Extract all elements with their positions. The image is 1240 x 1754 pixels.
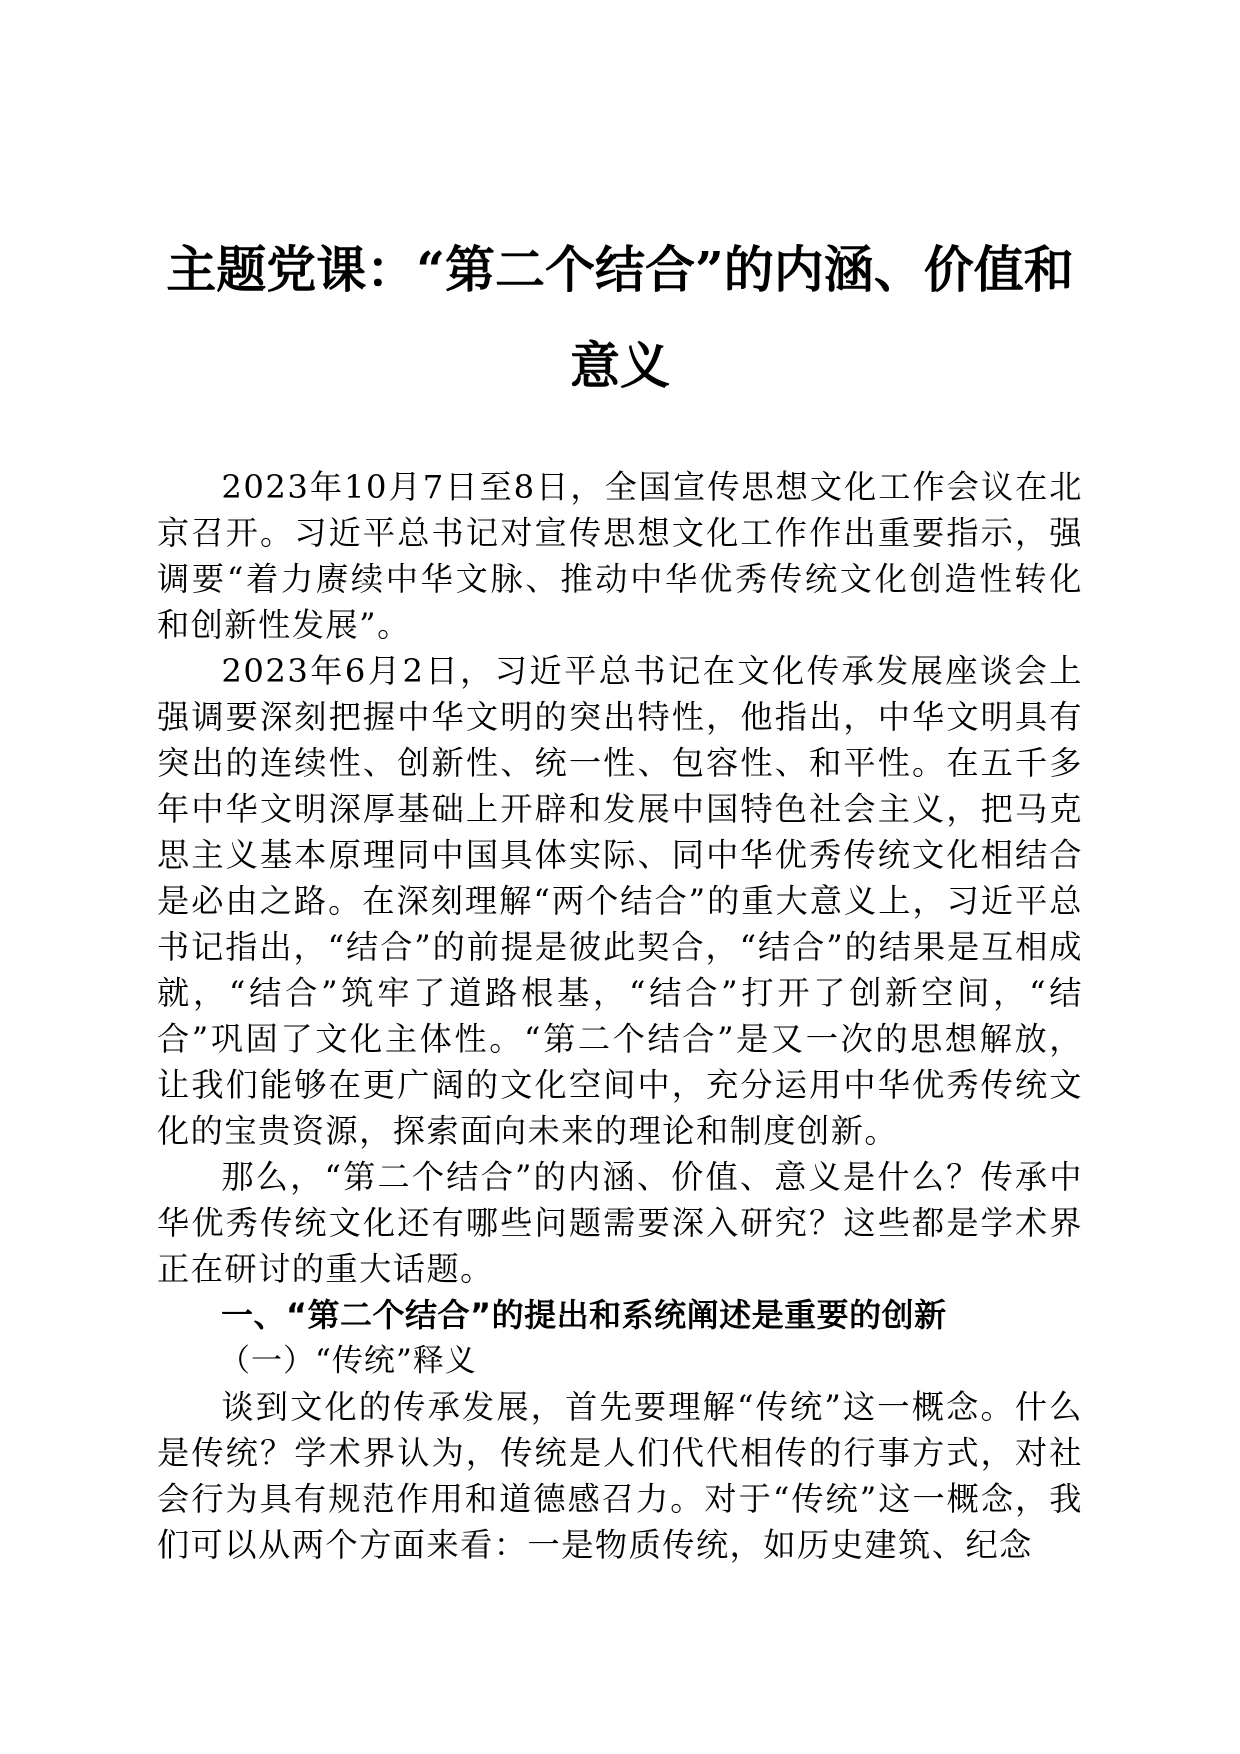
paragraph-1: 2023年10月7日至8日，全国宣传思想文化工作会议在北京召开。习近平总书记对宣传思想文化工作作出重要指示，强调要“着力赓续中华文脉、推动中华优秀传统文化创造性转化和创新性发展”。: [157, 468, 1083, 644]
paragraph-4: 谈到文化的传承发展，首先要理解“传统”这一概念。什么是传统？学术界认为，传统是人们代代相传的行事方式，对社会行为具有规范作用和道德感召力。对于“传统”这一概念，我们可以从两个方面来看：一是物质传统，如历史建筑、纪念: [157, 1388, 1083, 1564]
paragraph-2: 2023年6月2日，习近平总书记在文化传承发展座谈会上强调要深刻把握中华文明的突出特性，他指出，中华文明具有突出的连续性、创新性、统一性、包容性、和平性。在五千多年中华文明深厚基础上开辟和发展中国特色社会主义，把马克思主义基本原理同中国具体实际、同中华优秀传统文化相结合是必由之路。在深刻理解“两个结合”的重大意义上，习近平总书记指出，“结合”的前提是彼此契合，“结合”的结果是互相成就，“结合”筑牢了道路根基，“结合”打开了创新空间，“结合”巩固了文化主体性。“第二个结合”是又一次的思想解放，让我们能够在更广阔的文化空间中，充分运用中华优秀传统文化的宝贵资源，探索面向未来的理论和制度创新。: [157, 652, 1083, 1150]
document-title: 主题党课：“第二个结合”的内涵、价值和意义: [166, 240, 1074, 395]
document-body: [157, 464, 1083, 1568]
subsection-heading-1: （一）“传统”释义: [219, 1343, 477, 1379]
paragraph-3: 那么，“第二个结合”的内涵、价值、意义是什么？传承中华优秀传统文化还有哪些问题需要深入研究？这些都是学术界正在研讨的重大话题。: [157, 1158, 1083, 1288]
section-heading-1: 一、“第二个结合”的提出和系统阐述是重要的创新: [221, 1296, 947, 1334]
